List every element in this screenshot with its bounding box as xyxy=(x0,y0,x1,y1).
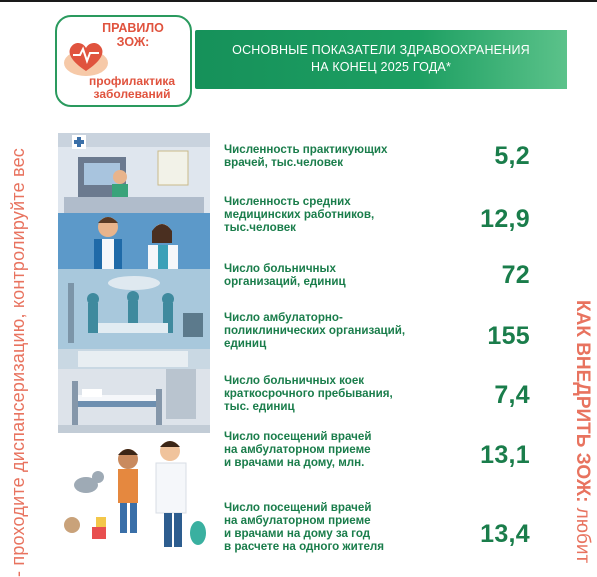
badge-subtitle-line1: профилактика xyxy=(88,74,176,88)
row-label-polyclinics xyxy=(224,311,454,350)
row-value-nursing-staff: 12,9 xyxy=(480,205,530,233)
row-label-line: и врачами на дому за год xyxy=(224,527,371,540)
row-label-line: тыс. единиц xyxy=(224,400,295,413)
row-value-hospitals: 72 xyxy=(501,261,530,289)
row-value-visits-total: 13,1 xyxy=(480,441,530,469)
row-label-line: в расчете на одного жителя xyxy=(224,540,385,553)
row-label-line: медицинских работников, xyxy=(224,208,375,221)
side-text-right xyxy=(571,300,593,563)
badge-subtitle xyxy=(77,75,187,101)
badge-title-line2: ЗОЖ: xyxy=(116,35,150,49)
banner-title xyxy=(195,42,567,76)
badge-subtitle-line2: заболеваний xyxy=(93,87,171,101)
row-label-practicing-doctors xyxy=(224,143,454,169)
badge-title-line1: ПРАВИЛО xyxy=(102,21,164,35)
row-label-line: краткосрочного пребывания, xyxy=(224,387,393,400)
row-label-line: Число амбулаторно- xyxy=(224,311,343,324)
banner-title-line2: НА КОНЕЦ 2025 ГОДА* xyxy=(310,60,452,74)
header-banner xyxy=(195,30,567,89)
row-label-line: Число посещений врачей xyxy=(224,430,372,443)
healthcare-illustration-svg xyxy=(58,133,210,577)
row-label-line: Число больничных коек xyxy=(224,374,365,387)
row-label-line: организаций, единиц xyxy=(224,275,346,288)
side-text-right-rest: любит xyxy=(572,502,593,564)
row-label-visits-total xyxy=(224,430,454,469)
row-label-visits-per-capita xyxy=(224,501,454,553)
row-label-hospitals xyxy=(224,262,454,288)
row-label-line: и врачами на дому, млн. xyxy=(224,456,365,469)
row-label-short-stay-beds xyxy=(224,374,454,413)
row-label-line: поликлинических организаций, xyxy=(224,324,406,337)
row-label-line: на амбулаторном приеме xyxy=(224,514,371,527)
banner-title-line1: ОСНОВНЫЕ ПОКАЗАТЕЛИ ЗДРАВООХРАНЕНИЯ xyxy=(232,43,530,57)
row-label-nursing-staff xyxy=(224,195,454,234)
row-label-line: Число больничных xyxy=(224,262,336,275)
side-text-right-bold: КАК ВНЕДРИТЬ ЗОЖ: xyxy=(572,300,593,503)
row-label-line: врачей, тыс.человек xyxy=(224,156,344,169)
row-value-practicing-doctors: 5,2 xyxy=(494,142,530,170)
row-label-line: Численность практикующих xyxy=(224,143,388,156)
zozh-rule-badge xyxy=(55,15,192,107)
row-value-polyclinics: 155 xyxy=(487,322,530,350)
row-label-line: единиц xyxy=(224,337,267,350)
row-label-line: Численность средних xyxy=(224,195,351,208)
badge-title xyxy=(83,21,183,49)
row-label-line: на амбулаторном приеме xyxy=(224,443,371,456)
side-text-left: - проходите диспансеризацию, контролируйте вес xyxy=(8,148,28,577)
top-border-line xyxy=(0,0,597,2)
row-value-visits-per-capita: 13,4 xyxy=(480,520,530,548)
row-label-line: тыс.человек xyxy=(224,221,296,234)
row-value-short-stay-beds: 7,4 xyxy=(494,381,530,409)
healthcare-illustration xyxy=(58,133,210,577)
row-label-line: Число посещений врачей xyxy=(224,501,372,514)
